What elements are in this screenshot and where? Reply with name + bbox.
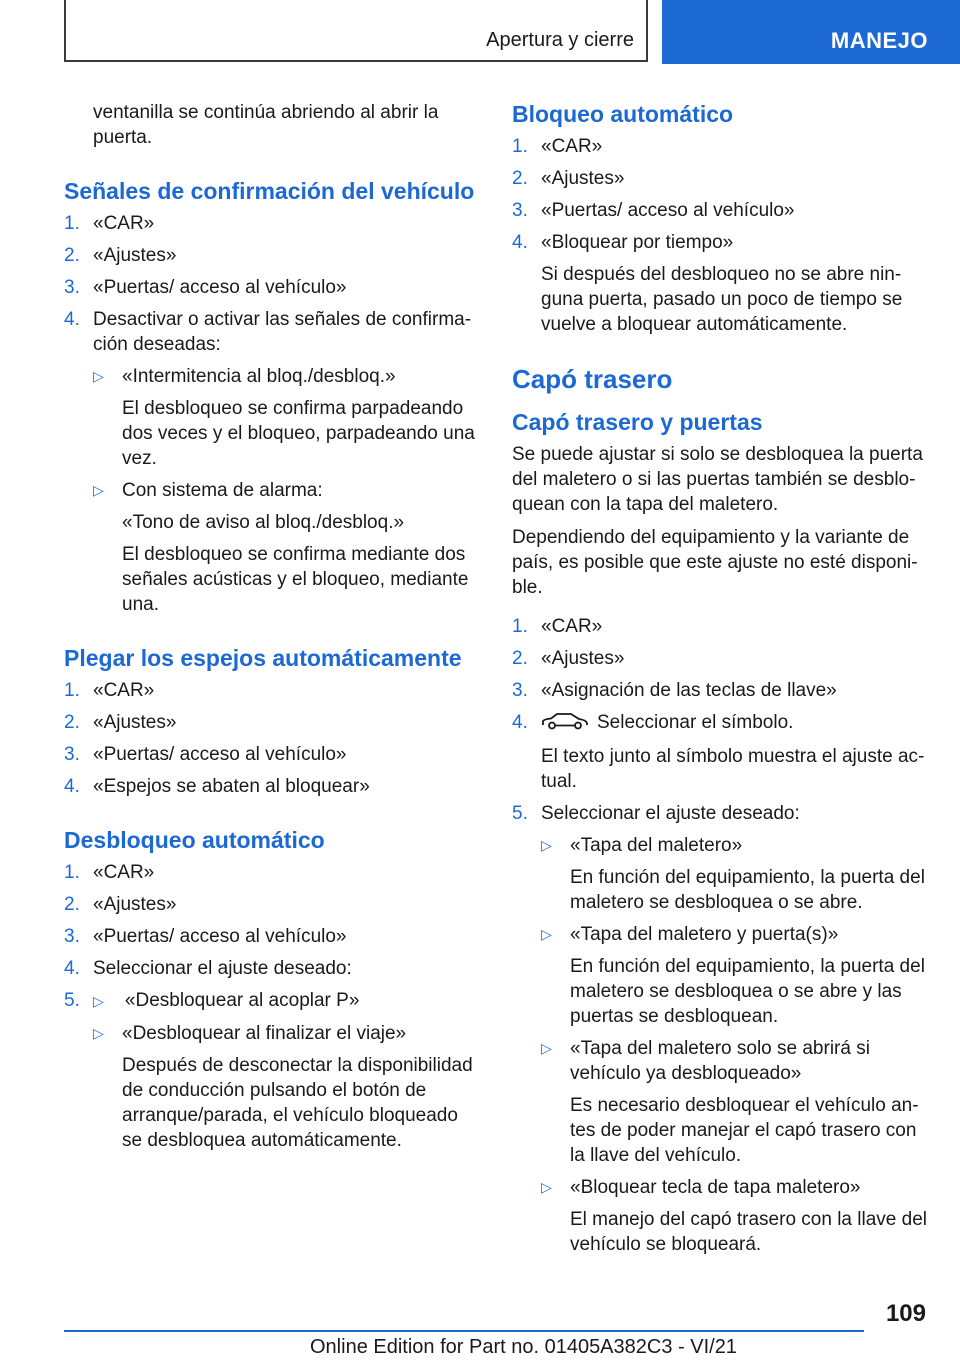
step-text: Desactivar o activar las señales de confirma‐ción deseadas: bbox=[93, 309, 472, 355]
step-description: Si después del desbloqueo no se abre nin‐guna puerta, pasado un poco de tiempo se vuelve a bloquear automáticamente. bbox=[541, 264, 903, 335]
step-number: 1. bbox=[512, 616, 528, 637]
heading-fold-mirrors: Plegar los espejos automáticamente bbox=[64, 645, 462, 671]
bullet-description: «Tono de aviso al bloq./desbloq.» bbox=[122, 512, 405, 533]
bullet-description: El desbloqueo se confirma mediante dos señales acústicas y el bloqueo, mediante una. bbox=[122, 544, 469, 615]
list-item bbox=[512, 710, 930, 737]
step-text: «Asignación de las teclas de llave» bbox=[541, 680, 837, 701]
triangle-bullet-icon: ▷ bbox=[93, 368, 104, 384]
step-text: «Puertas/ acceso al vehículo» bbox=[93, 277, 347, 298]
bullet-text: «Bloquear tecla de tapa maletero» bbox=[570, 1177, 861, 1198]
bullet-text: «Tapa del maletero» bbox=[570, 835, 743, 856]
bullet-item bbox=[512, 922, 930, 947]
list-item bbox=[512, 166, 930, 191]
bullet-description: En función del equipamiento, la puerta del maletero se desbloquea o se abre y las puertas se desbloquean. bbox=[570, 956, 925, 1027]
bullet-description: Es necesario desbloquear el vehículo an‐tes de poder manejar el capó trasero con la llave del vehículo. bbox=[570, 1095, 919, 1166]
footer-edition: Online Edition for Part no. 01405A382C3 - VI/21 bbox=[310, 1336, 737, 1358]
step-text: «CAR» bbox=[93, 213, 155, 234]
header-chapter-tab[interactable] bbox=[662, 0, 960, 64]
step-text: «Espejos se abaten al bloquear» bbox=[93, 776, 370, 797]
continued-text: ventanilla se continúa abriendo al abrir la puerta. bbox=[93, 102, 439, 148]
bullet-description: El desbloqueo se confirma parpadeando dos veces y el bloqueo, parpadeando una vez. bbox=[122, 398, 475, 469]
bullet-item bbox=[512, 1036, 930, 1086]
step-number: 1. bbox=[64, 213, 80, 234]
list-item bbox=[512, 134, 930, 159]
triangle-bullet-icon: ▷ bbox=[541, 1040, 552, 1056]
list-item bbox=[64, 307, 480, 357]
list-item bbox=[512, 678, 930, 703]
paragraph: Se puede ajustar si solo se desbloquea la puerta del maletero o si las puertas también se desblo‐quean con la tapa del maletero. bbox=[512, 444, 923, 515]
step-description: El texto junto al símbolo muestra el ajuste ac‐tual. bbox=[541, 746, 925, 792]
step-number: 5. bbox=[512, 803, 528, 824]
step-text: «CAR» bbox=[93, 680, 155, 701]
triangle-bullet-icon: ▷ bbox=[541, 837, 552, 853]
list-item bbox=[64, 956, 480, 981]
step-text: «Bloquear por tiempo» bbox=[541, 232, 734, 253]
bullet-description: En función del equipamiento, la puerta del maletero se desbloquea o se abre. bbox=[570, 867, 925, 913]
bullet-description: Después de desconectar la disponibilidad de conducción pulsando el botón de arranque/parada, el vehículo bloqueado se desbloquea automáticamente. bbox=[122, 1055, 473, 1151]
triangle-bullet-icon: ▷ bbox=[541, 926, 552, 942]
list-item bbox=[512, 614, 930, 639]
step-number: 4. bbox=[64, 776, 80, 797]
list-item bbox=[512, 646, 930, 671]
step-number: 3. bbox=[64, 277, 80, 298]
step-number: 4. bbox=[512, 232, 528, 253]
list-item bbox=[64, 774, 480, 799]
list-item bbox=[64, 275, 480, 300]
list-item bbox=[512, 801, 930, 826]
bullet-item bbox=[64, 478, 480, 503]
list-item bbox=[64, 860, 480, 885]
step-text: «Ajustes» bbox=[93, 894, 177, 915]
step-number: 1. bbox=[64, 680, 80, 701]
step-text: «Puertas/ acceso al vehículo» bbox=[93, 744, 347, 765]
step-number: 4. bbox=[512, 712, 528, 733]
triangle-bullet-icon: ▷ bbox=[93, 993, 104, 1009]
step-number: 2. bbox=[512, 648, 528, 669]
paragraph: Dependiendo del equipamiento y la variante de país, es posible que este ajuste no esté disponi‐ble. bbox=[512, 527, 918, 598]
bullet-text: Con sistema de alarma: bbox=[122, 480, 323, 501]
heading-tailgate-doors: Capó trasero y puertas bbox=[512, 409, 763, 435]
bullet-text: «Desbloquear al finalizar el viaje» bbox=[122, 1023, 407, 1044]
list-item bbox=[512, 198, 930, 223]
bullet-item bbox=[512, 1175, 930, 1200]
step-number: 4. bbox=[64, 958, 80, 979]
triangle-bullet-icon: ▷ bbox=[93, 1025, 104, 1041]
list-item bbox=[512, 230, 930, 255]
bullet-description: El manejo del capó trasero con la llave del vehículo se bloqueará. bbox=[570, 1209, 927, 1255]
step-number: 3. bbox=[512, 680, 528, 701]
step-number: 5. bbox=[64, 990, 80, 1011]
bullet-item bbox=[64, 364, 480, 389]
step-number: 2. bbox=[64, 894, 80, 915]
page-number: 109 bbox=[885, 1300, 926, 1327]
right-column bbox=[512, 100, 930, 1264]
list-item bbox=[64, 742, 480, 767]
step-text: «Ajustes» bbox=[541, 648, 625, 669]
step-text: «Ajustes» bbox=[93, 712, 177, 733]
bullet-text: «Tapa del maletero solo se abrirá si vehículo ya desbloqueado» bbox=[570, 1038, 870, 1084]
list-item bbox=[64, 924, 480, 949]
list-item bbox=[64, 243, 480, 268]
footer-divider bbox=[64, 1330, 864, 1332]
bullet-item bbox=[64, 1021, 480, 1046]
heading-auto-unlock: Desbloqueo automático bbox=[64, 827, 325, 853]
bullet-text: «Tapa del maletero y puerta(s)» bbox=[570, 924, 839, 945]
left-column bbox=[64, 100, 480, 1160]
triangle-bullet-icon: ▷ bbox=[541, 1179, 552, 1195]
step-text: «Puertas/ acceso al vehículo» bbox=[93, 926, 347, 947]
heading-confirmation-signals: Señales de confirmación del vehículo bbox=[64, 178, 475, 204]
step-text: «Desbloquear al acoplar P» bbox=[124, 990, 360, 1011]
bullet-item bbox=[512, 833, 930, 858]
step-number: 4. bbox=[64, 309, 80, 330]
list-item bbox=[64, 710, 480, 735]
step-text: «Ajustes» bbox=[93, 245, 177, 266]
list-item bbox=[64, 892, 480, 917]
step-number: 3. bbox=[64, 744, 80, 765]
step-text: «CAR» bbox=[541, 616, 603, 637]
list-item bbox=[64, 678, 480, 703]
step-text: Seleccionar el ajuste deseado: bbox=[93, 958, 352, 979]
heading-auto-lock: Bloqueo automático bbox=[512, 101, 734, 127]
step-text: Seleccionar el símbolo. bbox=[597, 712, 794, 733]
triangle-bullet-icon: ▷ bbox=[93, 482, 104, 498]
list-item bbox=[64, 988, 480, 1014]
step-text: «CAR» bbox=[541, 136, 603, 157]
step-number: 2. bbox=[64, 712, 80, 733]
car-outline-icon bbox=[541, 712, 589, 737]
header-chapter-label: MANEJO bbox=[830, 28, 928, 53]
step-number: 1. bbox=[512, 136, 528, 157]
step-number: 3. bbox=[512, 200, 528, 221]
header-frame bbox=[64, 0, 648, 62]
list-item bbox=[64, 211, 480, 236]
bullet-text: «Intermitencia al bloq./desbloq.» bbox=[122, 366, 396, 387]
step-text: «Ajustes» bbox=[541, 168, 625, 189]
step-number: 3. bbox=[64, 926, 80, 947]
step-number: 2. bbox=[64, 245, 80, 266]
step-number: 1. bbox=[64, 862, 80, 883]
step-text: «CAR» bbox=[93, 862, 155, 883]
header-section-title: Apertura y cierre bbox=[486, 29, 634, 51]
step-number: 2. bbox=[512, 168, 528, 189]
step-text: «Puertas/ acceso al vehículo» bbox=[541, 200, 795, 221]
heading-tailgate: Capó trasero bbox=[512, 364, 673, 394]
step-text: Seleccionar el ajuste deseado: bbox=[541, 803, 800, 824]
